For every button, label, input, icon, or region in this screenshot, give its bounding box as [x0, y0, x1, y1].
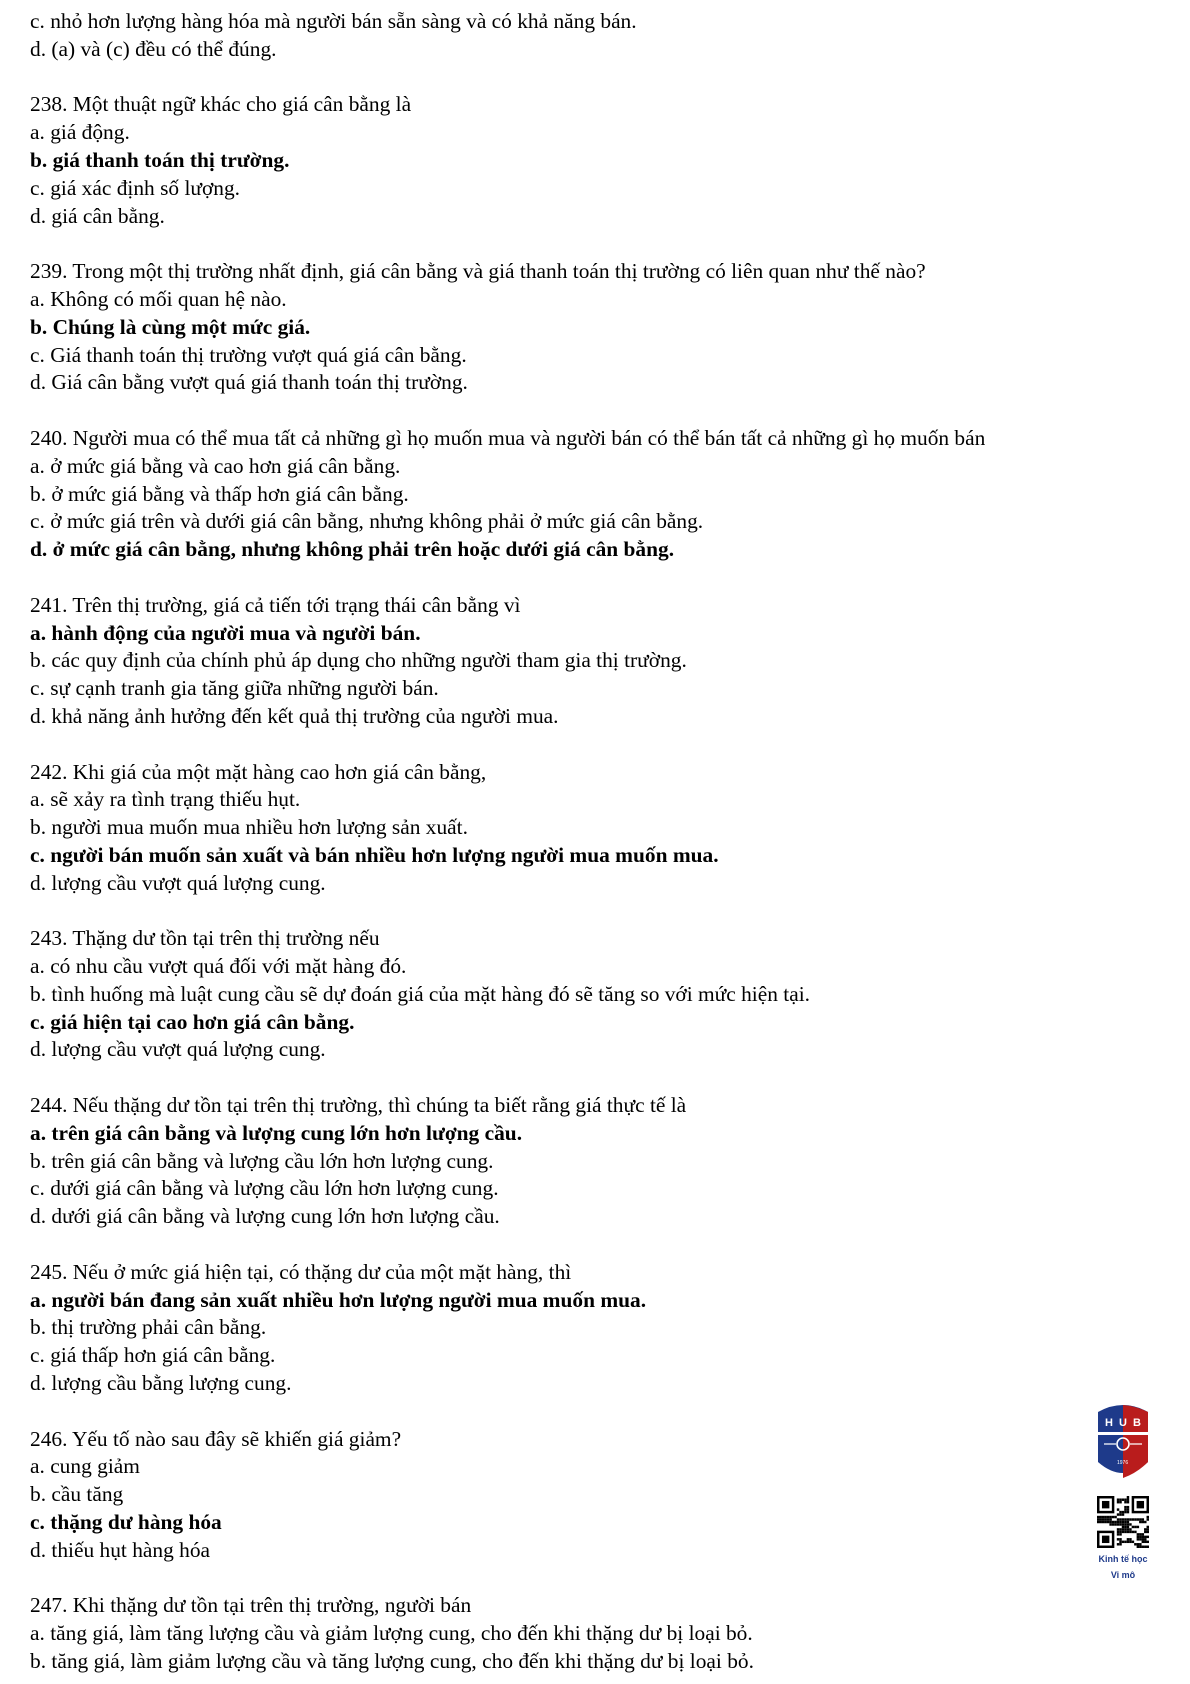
answer-option: c. ở mức giá trên và dưới giá cân bằng, nhưng không phải ở mức giá cân bằng.	[30, 509, 704, 534]
logo-caption-2: Vi mô	[1110, 1570, 1136, 1580]
answer-option: c. giá xác định số lượng.	[30, 175, 241, 200]
answer-option: b. tăng giá, làm giảm lượng cầu và tăng lượng cung, cho đến khi thặng dư bị loại bỏ.	[30, 1649, 754, 1674]
answer-option: a. Không có mối quan hệ nào.	[30, 286, 287, 311]
answer-option: b. các quy định của chính phủ áp dụng cho những người tham gia thị trường.	[30, 648, 687, 673]
question-text: 243. Thặng dư tồn tại trên thị trường nếu	[30, 926, 380, 951]
correct-answer-option: c. thặng dư hàng hóa	[30, 1510, 222, 1535]
blank-line	[30, 230, 1130, 258]
answer-option: c. sự cạnh tranh gia tăng giữa những người bán.	[30, 676, 439, 701]
logo-caption-1: Kinh tế học	[1098, 1554, 1148, 1564]
correct-answer-option: b. Chúng là cùng một mức giá.	[30, 314, 311, 339]
logo-letter-u: U	[1119, 1417, 1127, 1429]
answer-option: d. khả năng ảnh hưởng đến kết quả thị trường của người mua.	[30, 703, 559, 728]
answer-option: b. ở mức giá bằng và thấp hơn giá cân bằng.	[30, 481, 409, 506]
correct-answer-option: b. giá thanh toán thị trường.	[30, 147, 290, 172]
answer-option: d. dưới giá cân bằng và lượng cung lớn hơn lượng cầu.	[30, 1204, 500, 1229]
hub-shield-icon	[1092, 1398, 1154, 1488]
blank-line	[30, 564, 1130, 592]
correct-answer-option: a. người bán đang sản xuất nhiều hơn lượng người mua muốn mua.	[30, 1287, 647, 1312]
question-text: 242. Khi giá của một mặt hàng cao hơn giá cân bằng,	[30, 759, 487, 784]
answer-option: a. tăng giá, làm tăng lượng cầu và giảm lượng cung, cho đến khi thặng dư bị loại bỏ.	[30, 1621, 753, 1646]
correct-answer-option: c. giá hiện tại cao hơn giá cân bằng.	[30, 1009, 355, 1034]
hub-logo	[1092, 1398, 1154, 1580]
question-text: 240. Người mua có thể mua tất cả những gì họ muốn mua và người bán có thể bán tất cả những gì họ muốn bán	[30, 425, 986, 450]
correct-answer-option: d. ở mức giá cân bằng, nhưng không phải trên hoặc dưới giá cân bằng.	[30, 537, 675, 562]
blank-line	[30, 1565, 1130, 1593]
qr-code-icon[interactable]	[1097, 1496, 1149, 1548]
blank-line	[30, 898, 1130, 926]
answer-option: c. nhỏ hơn lượng hàng hóa mà người bán sẵn sàng và có khả năng bán.	[30, 9, 637, 33]
answer-option: b. trên giá cân bằng và lượng cầu lớn hơn lượng cung.	[30, 1148, 494, 1173]
correct-answer-option: a. hành động của người mua và người bán.	[30, 620, 421, 645]
document-page	[30, 8, 1130, 1676]
answer-option: c. giá thấp hơn giá cân bằng.	[30, 1343, 276, 1368]
answer-option: b. người mua muốn mua nhiều hơn lượng sản xuất.	[30, 815, 468, 840]
logo-year: 1976	[1117, 1460, 1129, 1466]
blank-line	[30, 397, 1130, 425]
answer-option: a. ở mức giá bằng và cao hơn giá cân bằng.	[30, 453, 401, 478]
blank-line	[30, 64, 1130, 92]
answer-option: b. cầu tăng	[30, 1482, 124, 1507]
answer-option: c. Giá thanh toán thị trường vượt quá giá cân bằng.	[30, 342, 467, 367]
answer-option: d. giá cân bằng.	[30, 203, 165, 228]
answer-option: d. lượng cầu bằng lượng cung.	[30, 1371, 292, 1396]
question-text: 246. Yếu tố nào sau đây sẽ khiến giá giảm?	[30, 1426, 402, 1451]
answer-option: b. tình huống mà luật cung cầu sẽ dự đoán giá của mặt hàng đó sẽ tăng so với mức hiện tại.	[30, 981, 811, 1006]
answer-option: a. có nhu cầu vượt quá đối với mặt hàng đó.	[30, 954, 407, 979]
answer-option: d. lượng cầu vượt quá lượng cung.	[30, 1037, 326, 1062]
answer-option: a. cung giảm	[30, 1454, 140, 1479]
answer-option: b. thị trường phải cân bằng.	[30, 1315, 267, 1340]
answer-option: d. lượng cầu vượt quá lượng cung.	[30, 870, 326, 895]
blank-line	[30, 731, 1130, 759]
correct-answer-option: a. trên giá cân bằng và lượng cung lớn hơn lượng cầu.	[30, 1120, 523, 1145]
question-text: 239. Trong một thị trường nhất định, giá cân bằng và giá thanh toán thị trường có liên quan như thế nào?	[30, 259, 926, 284]
answer-option: d. thiếu hụt hàng hóa	[30, 1537, 211, 1562]
question-text: 238. Một thuật ngữ khác cho giá cân bằng là	[30, 92, 412, 117]
answer-option: a. giá động.	[30, 120, 130, 145]
question-text: 244. Nếu thặng dư tồn tại trên thị trường, thì chúng ta biết rằng giá thực tế là	[30, 1093, 687, 1118]
blank-line	[30, 1231, 1130, 1259]
logo-letter-b: B	[1133, 1417, 1141, 1429]
answer-option: d. Giá cân bằng vượt quá giá thanh toán thị trường.	[30, 370, 468, 395]
blank-line	[30, 1398, 1130, 1426]
question-text: 247. Khi thặng dư tồn tại trên thị trường, người bán	[30, 1593, 472, 1618]
answer-option: d. (a) và (c) đều có thể đúng.	[30, 36, 277, 61]
blank-line	[30, 1064, 1130, 1092]
answer-option: a. sẽ xảy ra tình trạng thiếu hụt.	[30, 787, 301, 812]
question-text: 245. Nếu ở mức giá hiện tại, có thặng dư của một mặt hàng, thì	[30, 1259, 572, 1284]
question-text: 241. Trên thị trường, giá cả tiến tới trạng thái cân bằng vì	[30, 592, 521, 617]
answer-option: c. dưới giá cân bằng và lượng cầu lớn hơn lượng cung.	[30, 1176, 499, 1201]
correct-answer-option: c. người bán muốn sản xuất và bán nhiều hơn lượng người mua muốn mua.	[30, 842, 719, 867]
logo-letter-h: H	[1105, 1417, 1113, 1429]
